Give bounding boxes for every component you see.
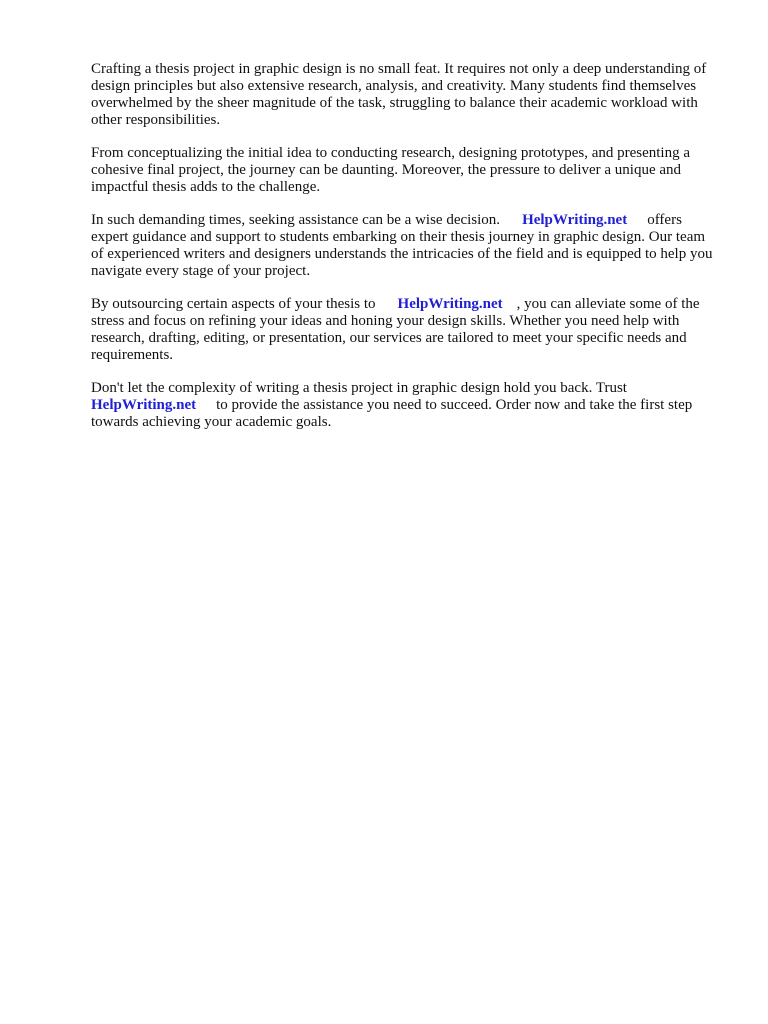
paragraph-intro [91,61,716,129]
helpwriting-link-2[interactable]: HelpWriting.net [397,296,503,312]
paragraph-assistance-before: In such demanding times, seeking assistance can be a wise decision. [91,212,501,228]
paragraph-assistance-after: offers expert guidance and support to students embarking on their thesis journey in graphic design. Our team of experienced writers and designers understands the intricacies of the field and is equipped to help you navigate every stage of your project. [91,212,713,279]
paragraph-closing [91,380,716,431]
paragraph-closing-after: to provide the assistance you need to succeed. Order now and take the first step towards achieving your academic goals. [91,397,693,430]
paragraph-outsourcing-before: By outsourcing certain aspects of your thesis to [91,296,376,312]
paragraph-intro-text: Crafting a thesis project in graphic design is no small feat. It requires not only a deep understanding of design principles but also extensive research, analysis, and creativity. Many students find themselves overwhelmed by the sheer magnitude of the task, struggling to balance their academic workload with other responsibilities. [91,61,707,128]
paragraph-journey [91,145,716,196]
paragraph-outsourcing [91,296,716,364]
paragraph-outsourcing-after: , you can alleviate some of the stress and focus on refining your ideas and honing your design skills. Whether you need help with research, drafting, editing, or presentation, our services are tailored to meet your specific needs and requirements. [91,296,700,363]
helpwriting-link-3[interactable]: HelpWriting.net [91,397,197,413]
paragraph-assistance [91,212,716,280]
paragraph-closing-before: Don't let the complexity of writing a thesis project in graphic design hold you back. Trust [91,380,627,396]
document-body [91,61,716,447]
helpwriting-link-1[interactable]: HelpWriting.net [522,212,628,228]
paragraph-journey-text: From conceptualizing the initial idea to conducting research, designing prototypes, and presenting a cohesive final project, the journey can be daunting. Moreover, the pressure to deliver a unique and impactful thesis adds to the challenge. [91,145,690,195]
